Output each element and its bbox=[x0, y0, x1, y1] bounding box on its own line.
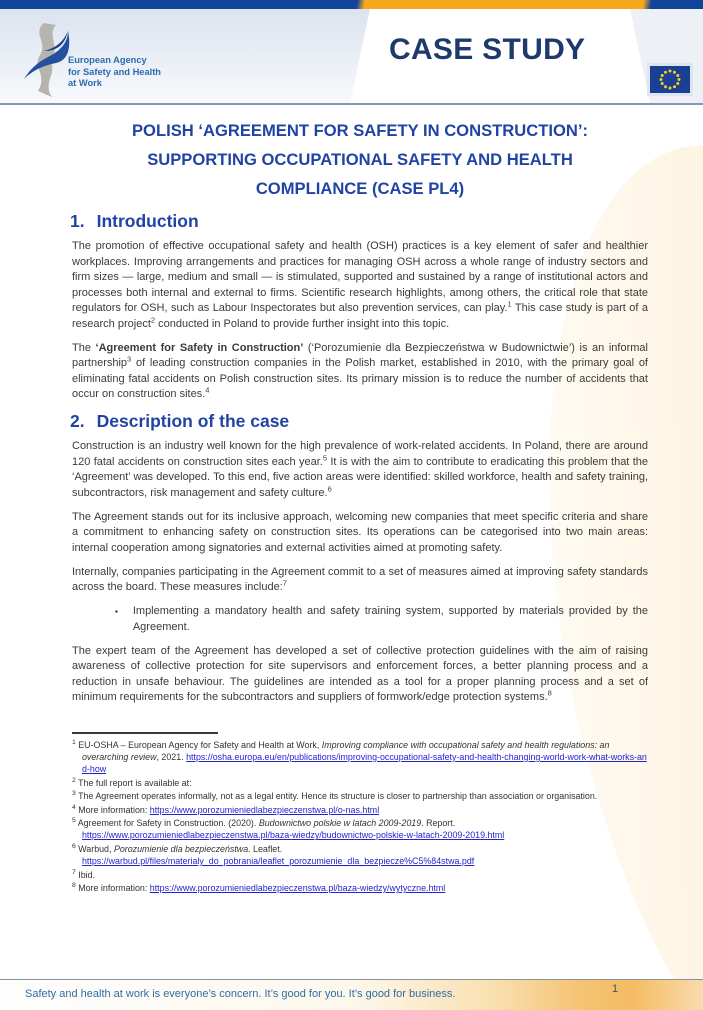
footnote bbox=[72, 777, 648, 789]
section-1-title: Introduction bbox=[96, 211, 199, 231]
text-run: Porozumienie dla bezpieczeństwa bbox=[113, 843, 249, 854]
page-footer bbox=[0, 979, 703, 1010]
text-run: The expert team of the Agreement has developed a set of collective protection guidelines with the aim of raising awareness of collective protection for site supervisors and enforcement forces, a better planning process and a reduction in unsafe behaviour. The guidelines are intended as a tool for a proper planning process and a set of minimum requirements for the subcontractors and suppliers of formwork/edge protection systems. bbox=[72, 644, 648, 703]
footnote bbox=[72, 817, 648, 842]
hyperlink[interactable]: https://osha.europa.eu/en/publications/improving-occupational-safety-and-health-changing-world-work-what-works-and-how bbox=[82, 751, 647, 775]
document-title-line: COMPLIANCE (CASE PL4) bbox=[255, 179, 465, 198]
footnote-ref: 7 bbox=[282, 578, 287, 588]
footnote-ref: 2 bbox=[150, 314, 156, 324]
text-run: The bbox=[72, 341, 96, 354]
hyperlink[interactable]: https://www.porozumieniedlabezpieczenstwa.pl/baza-wiedzy/wytyczne.html bbox=[149, 882, 446, 893]
document-body bbox=[72, 112, 648, 895]
hyperlink[interactable]: https://www.porozumieniedlabezpieczenstwa.pl/baza-wiedzy/budownictwo-polskie-w-latach-2009-2019.html bbox=[82, 830, 505, 841]
text-run: Ibid. bbox=[78, 869, 96, 880]
agency-name bbox=[68, 55, 161, 90]
footnote-number: 3 bbox=[72, 790, 76, 798]
hyperlink[interactable]: https://www.porozumieniedlabezpieczenstwa.pl/o-nas.html bbox=[149, 804, 380, 815]
text-run: Improving compliance with occupational safety and health regulations: an overarching review bbox=[82, 739, 610, 762]
footnote-number: 5 bbox=[72, 816, 76, 824]
footnote-number: 4 bbox=[72, 803, 76, 811]
text-run: . Report. bbox=[421, 817, 456, 828]
text-run: Internally, companies participating in the Agreement commit to a set of measures aimed at improving safety standards across the board. These measures include: bbox=[72, 565, 648, 593]
section-2-heading bbox=[70, 411, 648, 432]
footnote-ref: 6 bbox=[327, 483, 332, 493]
text-run: , 2021. bbox=[156, 751, 187, 762]
page-number: 1 bbox=[612, 983, 619, 995]
euosha-logo-icon bbox=[22, 21, 74, 99]
text-run: of leading construction companies in the Polish market, established in 2010, with the primary goal of eliminating fatal accidents on Polish construction sites. Its primary mission is to reduce the number of accidents that occur on construction sites. bbox=[72, 357, 648, 400]
footnote-separator bbox=[72, 732, 218, 734]
document-title bbox=[72, 116, 648, 203]
footnote-ref: 1 bbox=[507, 299, 512, 309]
footnote bbox=[72, 843, 648, 868]
top-bar bbox=[0, 0, 703, 9]
text-run: This case study is part of a research project bbox=[72, 302, 648, 330]
footnote bbox=[72, 739, 648, 776]
text-run: More information: bbox=[78, 882, 150, 893]
bullet-item bbox=[115, 604, 648, 635]
page-header bbox=[0, 9, 703, 105]
agency-name-line: at Work bbox=[68, 78, 102, 88]
text-run: The promotion of effective occupational safety and health (OSH) practices is a key element of safer and healthier workplaces. Improving arrangements and practices for managing OSH across a whole range of industry sectors and firm sizes — large, medium and small — is stimulated, supported and sustained by a range of institutional actors and processes both internal and external to firms. Scientific research highlights, among others, the critical role that state regulators for OSH, such as Labour Inspectorates but also prevention services, can play. bbox=[72, 240, 648, 314]
paragraph-case-3 bbox=[72, 565, 648, 596]
text-run: Implementing a mandatory health and safety training system, supported by materials provided by the Agreement. bbox=[132, 605, 648, 633]
footnote-number: 7 bbox=[72, 868, 76, 876]
paragraph-intro-2 bbox=[72, 341, 648, 403]
paragraph-intro-1 bbox=[72, 239, 648, 332]
footer-slogan: Safety and health at work is everyone’s concern. It’s good for you. It’s good for business. bbox=[25, 988, 456, 1000]
text-run: Budownictwo polskie w latach 2009-2019 bbox=[258, 817, 422, 828]
footnote bbox=[72, 869, 648, 881]
text-run: (‘Porozumienie dla Bezpieczeństwa w Budownictwie’) is an informal partnership bbox=[72, 341, 648, 369]
footnote bbox=[72, 804, 648, 816]
footnote-ref: 5 bbox=[322, 452, 328, 462]
text-run: . Leaflet. bbox=[248, 843, 283, 854]
text-run: EU-OSHA – European Agency for Safety and Health at Work, bbox=[78, 739, 322, 750]
footnote-number: 8 bbox=[72, 882, 76, 889]
section-2-title: Description of the case bbox=[96, 411, 290, 431]
footnote-ref: 3 bbox=[127, 354, 132, 364]
footnote-ref: 4 bbox=[205, 385, 210, 395]
agency-name-line: for Safety and Health bbox=[68, 66, 161, 77]
footnote-ref: 8 bbox=[547, 688, 552, 698]
footnote-number: 6 bbox=[72, 842, 76, 850]
text-run: The full report is available at: bbox=[78, 777, 192, 788]
doc-type-label: CASE STUDY bbox=[389, 33, 586, 66]
text-run: Warbud, bbox=[78, 843, 114, 854]
bullet-text bbox=[133, 604, 648, 635]
text-run: More information: bbox=[78, 804, 150, 815]
text-run: conducted in Poland to provide further insight into this topic. bbox=[155, 317, 450, 330]
eu-flag-icon bbox=[650, 66, 690, 93]
section-1-heading bbox=[70, 211, 648, 232]
paragraph-case-2 bbox=[72, 510, 648, 557]
document-title-line: POLISH ‘AGREEMENT FOR SAFETY IN CONSTRUCTION’: bbox=[131, 121, 589, 140]
paragraph-case-4 bbox=[72, 644, 648, 706]
agency-name-line: European Agency bbox=[68, 55, 147, 65]
footnotes bbox=[72, 739, 648, 895]
footnote-number: 1 bbox=[72, 738, 76, 746]
text-run: It is with the aim to contribute to eradicating this problem that the ‘Agreement’ was developed. To this end, five action areas were identified: skilled workforce, health and safety training, subcontractors, risk management and safety culture. bbox=[72, 455, 648, 499]
section-1-number: 1. bbox=[70, 211, 85, 231]
text-run: The Agreement stands out for its inclusive approach, welcoming new companies that meet specific criteria and share a commitment to enhancing safety on construction sites. Its operations can be categorised into two main areas: internal cooperation among signatories and external activities aimed at promoting safety. bbox=[72, 510, 648, 554]
footnote bbox=[72, 790, 648, 802]
footnote-number: 2 bbox=[72, 776, 76, 784]
text-run: Agreement for Safety in Construction. (2020). bbox=[77, 817, 259, 828]
bullet-icon: ▪ bbox=[115, 607, 118, 616]
section-2-number: 2. bbox=[70, 411, 85, 431]
text-run: The Agreement operates informally, not as a legal entity. Hence its structure is closer to partnership than association or organisation. bbox=[78, 791, 598, 802]
paragraph-case-1 bbox=[72, 439, 648, 501]
footnote bbox=[72, 882, 648, 894]
document-title-line: SUPPORTING OCCUPATIONAL SAFETY AND HEALTH bbox=[147, 150, 573, 169]
hyperlink[interactable]: https://warbud.pl/files/materialy_do_pobrania/leaflet_porozumienie_dla_bezpiecze%C5%84stwa.pdf bbox=[82, 856, 475, 867]
text-run: Construction is an industry well known for the high prevalence of work-related accidents. In Poland, there are around 120 fatal accidents on construction sites each year. bbox=[72, 440, 648, 468]
text-run: ‘Agreement for Safety in Construction’ bbox=[95, 341, 304, 354]
